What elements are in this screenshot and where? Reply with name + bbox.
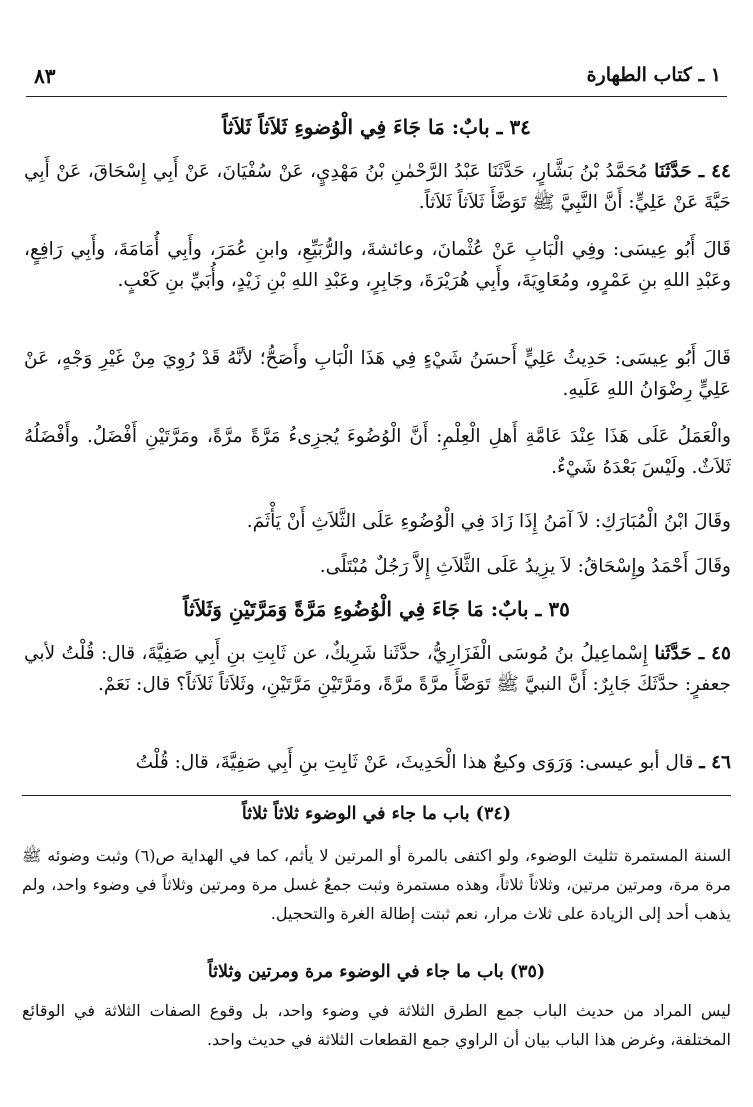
footnote-heading-34: (٣٤) باب ما جاء في الوضوء ثلاثاً ثلاثاً [241,804,512,824]
hadith-46-label: ٤٦ ـ [699,752,731,773]
commentary-paragraph-4: وقَالَ ابْنُ الْمُبَارَكِ: لاَ آمَنُ إِذَا زَادَ فِي الْوُضُوءِ عَلَى الثَّلاَثِ أَنْ يَأْثَمَ. [246,511,731,532]
hadith-45 [24,638,731,700]
commentary-paragraph-5: وقَالَ أَحْمَدُ وإِسْحَاقُ: لاَ يزِيدُ عَلَى الثَّلاَثِ إِلاَّ رَجُلٌ مُبْتَلًى. [319,556,731,577]
hadith-44-label: ٤٤ ـ حَدَّثَنَا [654,161,731,182]
footnote-text-34: السنة المستمرة تثليث الوضوء، ولو اكتفى بالمرة أو المرتين لا يأثم، كما في الهداية ص(٦) وثبت وضوئه ﷺ مرة مرة، ومرتين مرتين، وثلاثاً ثلاثاً، وهذه مستمرة وثبت جمعُ غسل مرة ومرتين وثلاثاً في وضوء واحد، ولم يذهب أحد إلى الزيادة على ثلاث مرار، نعم ثبتت إطالة الغرة والتحجيل. [22,846,732,923]
commentary-paragraph-1: قَالَ أَبُو عِيسَى: وفِي الْبَابِ عَنْ عُثْمانَ، وعائشةَ، والرُّبَيِّعِ، وابنِ عُمَرَ، وأَبِي أُمَامَةَ، وأَبِي رَافِعٍ، وعَبْدِ اللهِ بنِ عَمْرٍو، ومُعَاوِيَةَ، وأَبِي هُرَيْرَةَ، وجَابِرٍ، وعَبْدِ اللهِ بْنِ زَيْدٍ، وأُبَيِّ بنِ كَعْبٍ. [24,239,731,291]
commentary-paragraph-2: قَالَ أَبُو عِيسَى: حَدِيثُ عَلِيٍّ أَحسَنُ شَيْءٍ فِي هَذَا الْبَابِ وأَصَحُّ؛ لأنَّهُ قَدْ رُوِيَ مِنْ غَيْرِ وَجْهٍ، عَنْ عَلِيٍّ رِضْوَانُ اللهِ عَلَيهِ. [24,348,731,400]
footnote-text-35: ليس المراد من حديث الباب جمع الطرق الثلاثة في وضوء واحد، بل وقوع الصفات الثلاثة في الوقائع المختلفة، وغرض هذا الباب بيان أن الراوي جمع القطعات الثلاثة في حديث واحد. [22,1001,731,1049]
hadith-44-text: مُحَمَّدُ بْنُ بَشَّارٍ، حَدَّثَنَا عَبْدُ الرَّحْمٰنِ بْنُ مَهْدِيٍ، عَنْ سُفْيَانَ، عَنْ أَبِي إِسْحَاقَ، عَنْ أَبِي حَيَّةَ عَنْ عَلِيٍّ: أَنَّ النَّبِيَّ ﷺ تَوَضَّأَ ثَلاَثاً ثَلاَثاً. [24,161,731,213]
hadith-46-text: قال أبو عيسى: وَرَوَى وكيعٌ هذا الْحَدِيثَ، عَنْ ثَابِتِ بنِ أَبِي صَفِيَّةَ، قال: قُلْتُ [135,752,694,773]
page-number: ٨٣ [34,64,56,88]
hadith-45-label: ٤٥ ـ حَدَّثَنا [654,643,731,664]
footnote-divider [22,795,731,796]
hadith-46 [24,747,731,778]
running-header [26,60,727,97]
chapter-title: ١ ـ كتاب الطهارة [586,64,721,86]
hadith-45-text: إِسْماعِيلُ بنُ مُوسَى الْفَزَارِيُّ، حدَّثَنا شَرِيكٌ، عن ثَابِتِ بنِ أَبِي صَفِيَّةَ، قال: قُلْتُ لأبي جعفرٍ: حدَّثَكَ جَابِرٌ: أَنَّ النبيَّ ﷺ تَوَضَّأَ مرَّةً مرَّةً، ومَرَّتَيْنِ مَرَّتَيْنِ، وثَلاَثاً ثَلاَثاً؟ قال: نَعَمْ. [24,643,731,695]
chapter-heading-34: ٣٤ ـ بابٌ: مَا جَاءَ فِي الْوُضوءِ ثَلاَثاً ثَلاَثاً [222,115,531,139]
hadith-44 [24,156,731,218]
commentary-paragraph-3: والْعَمَلُ عَلَى هَذَا عِنْدَ عَامَّةِ أَهلِ الْعِلْمِ: أَنَّ الْوُضُوءَ يُجزِىءُ مَرَّةً مرَّةً، ومَرَّتَيْنِ أَفْضَلُ. وأَفْضَلُهُ ثَلاَثٌ. ولَيْسَ بَعْدَهُ شَيْءٌ. [24,426,731,478]
footnote-heading-35: (٣٥) باب ما جاء في الوضوء مرة ومرتين وثلاثاً [207,962,546,982]
chapter-heading-35: ٣٥ ـ بابٌ: مَا جَاءَ فِي الْوُضُوءِ مَرَّةً وَمَرَّتَيْنِ وَثَلاَثاً [183,597,570,621]
